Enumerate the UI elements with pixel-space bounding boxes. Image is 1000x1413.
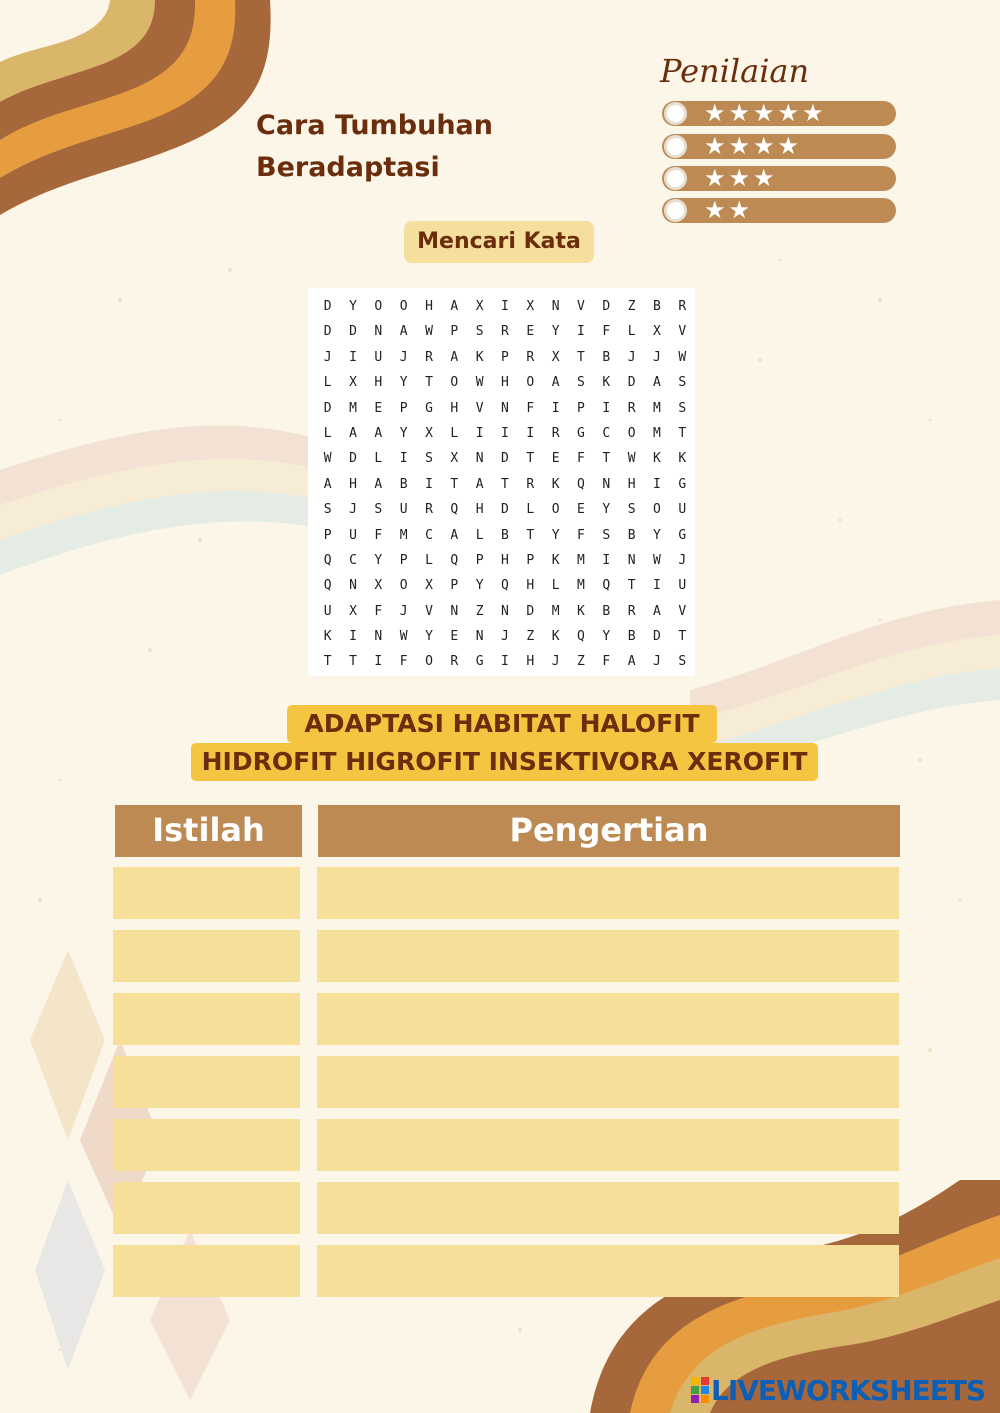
grid-letter[interactable]: F [577, 527, 585, 543]
grid-letter[interactable]: D [653, 629, 661, 645]
term-input-7[interactable] [113, 1245, 300, 1297]
grid-letter[interactable]: G [475, 654, 484, 670]
grid-letter[interactable]: W [678, 349, 687, 365]
grid-letter[interactable]: R [551, 425, 560, 441]
grid-letter[interactable]: Y [399, 425, 408, 441]
grid-letter[interactable]: O [374, 299, 383, 314]
grid-letter[interactable]: B [653, 299, 661, 314]
grid-letter[interactable]: Z [526, 629, 535, 645]
grid-letter[interactable]: L [627, 324, 636, 340]
grid-row [315, 370, 695, 395]
grid-letter[interactable]: R [627, 400, 636, 416]
grid-letter[interactable]: S [627, 502, 636, 518]
grid-letter[interactable]: T [678, 629, 687, 645]
grid-letter[interactable]: I [602, 552, 611, 568]
grid-letter[interactable]: X [425, 425, 433, 441]
grid-letter[interactable]: T [627, 578, 636, 594]
grid-letter[interactable]: E [577, 502, 585, 518]
grid-letter[interactable]: N [475, 451, 484, 467]
grid-letter[interactable]: N [374, 324, 383, 340]
term-input-4[interactable] [113, 1056, 300, 1108]
grid-letter[interactable]: U [678, 578, 687, 594]
grid-letter[interactable]: T [349, 654, 357, 670]
grid-letter[interactable]: X [653, 324, 661, 340]
grid-letter[interactable]: H [349, 476, 357, 492]
title-line-1: Cara Tumbuhan [256, 110, 493, 141]
term-input-3[interactable] [113, 993, 300, 1045]
grid-letter[interactable]: V [475, 400, 484, 416]
grid-letter[interactable]: N [602, 476, 611, 492]
grid-letter[interactable]: O [399, 299, 408, 314]
grid-letter[interactable]: I [501, 299, 509, 314]
section-title: Mencari Kata [404, 221, 594, 263]
grid-letter[interactable]: I [349, 629, 357, 645]
liveworksheets-mark-icon [691, 1377, 709, 1403]
grid-letter[interactable]: I [526, 425, 535, 441]
grid-letter[interactable]: X [349, 375, 357, 391]
grid-letter[interactable]: V [678, 324, 687, 340]
grid-letter[interactable]: T [577, 349, 585, 365]
grid-letter[interactable]: S [425, 451, 433, 467]
grid-letter[interactable]: P [399, 552, 408, 568]
grid-letter[interactable]: R [627, 603, 636, 619]
grid-letter[interactable]: B [627, 527, 636, 543]
grid-letter[interactable]: Y [551, 527, 560, 543]
grid-letter[interactable]: F [526, 400, 535, 416]
grid-letter[interactable]: K [551, 552, 560, 568]
grid-letter[interactable]: W [323, 451, 332, 467]
grid-letter[interactable]: C [602, 425, 611, 441]
grid-letter[interactable]: R [425, 349, 433, 365]
grid-letter[interactable]: T [526, 527, 535, 543]
grid-letter[interactable]: N [551, 299, 560, 314]
radio-icon[interactable] [664, 135, 687, 158]
stars-icon: ★★★★ [704, 132, 803, 160]
grid-row [315, 472, 695, 497]
grid-letter[interactable]: X [450, 451, 459, 467]
grid-letter[interactable]: S [577, 375, 585, 391]
term-input-6[interactable] [113, 1182, 300, 1234]
grid-letter[interactable]: O [399, 578, 408, 594]
grid-letter[interactable]: K [602, 375, 611, 391]
title-line-2: Beradaptasi [256, 152, 440, 183]
grid-letter[interactable]: H [526, 578, 535, 594]
grid-letter[interactable]: L [374, 451, 383, 467]
grid-letter[interactable]: C [349, 552, 357, 568]
grid-letter[interactable]: H [501, 375, 509, 391]
grid-letter[interactable]: A [653, 375, 661, 391]
grid-letter[interactable]: X [551, 349, 560, 365]
grid-letter[interactable]: S [678, 375, 687, 391]
grid-letter[interactable]: A [450, 527, 459, 543]
grid-letter[interactable]: U [399, 502, 408, 518]
grid-letter[interactable]: S [475, 324, 484, 340]
grid-letter[interactable]: V [678, 603, 687, 619]
grid-letter[interactable]: I [399, 451, 408, 467]
definition-input-6[interactable] [317, 1182, 899, 1234]
grid-letter[interactable]: F [374, 527, 383, 543]
grid-letter[interactable]: M [349, 400, 357, 416]
grid-letter[interactable]: A [450, 299, 459, 314]
grid-letter[interactable]: Y [374, 552, 383, 568]
grid-letter[interactable]: M [577, 552, 585, 568]
liveworksheets-logo [691, 1374, 985, 1407]
radio-icon[interactable] [664, 199, 687, 222]
grid-letter[interactable]: F [374, 603, 383, 619]
grid-letter[interactable]: F [602, 654, 611, 670]
stars-icon: ★★★★★ [704, 99, 827, 127]
grid-letter[interactable]: E [526, 324, 535, 340]
grid-letter[interactable]: Z [627, 299, 636, 314]
grid-letter[interactable]: D [323, 299, 332, 314]
definition-input-4[interactable] [317, 1056, 899, 1108]
grid-letter[interactable]: I [577, 324, 585, 340]
grid-letter[interactable]: W [653, 552, 661, 568]
grid-letter[interactable]: I [501, 654, 509, 670]
logo-text: LIVEWORKSHEETS [711, 1374, 986, 1407]
column-header-istilah: Istilah [115, 805, 302, 857]
grid-letter[interactable]: Y [653, 527, 661, 543]
grid-letter[interactable]: Z [475, 603, 484, 619]
grid-letter[interactable]: P [577, 400, 585, 416]
grid-letter[interactable]: U [374, 349, 383, 365]
grid-letter[interactable]: O [551, 502, 560, 518]
grid-letter[interactable]: Q [323, 578, 332, 594]
grid-letter[interactable]: G [678, 476, 687, 492]
grid-letter[interactable]: S [678, 654, 687, 670]
grid-letter[interactable]: T [501, 476, 509, 492]
grid-letter[interactable]: V [425, 603, 433, 619]
grid-letter[interactable]: I [349, 349, 357, 365]
grid-letter[interactable]: Y [475, 578, 484, 594]
grid-letter[interactable]: B [627, 629, 636, 645]
grid-letter[interactable]: D [501, 451, 509, 467]
grid-letter[interactable]: X [475, 299, 484, 314]
grid-letter[interactable]: E [374, 400, 383, 416]
grid-row [315, 649, 695, 674]
grid-letter[interactable]: T [425, 375, 433, 391]
grid-row [315, 319, 695, 344]
grid-letter[interactable]: I [425, 476, 433, 492]
grid-letter[interactable]: R [678, 299, 687, 314]
grid-letter[interactable]: K [551, 476, 560, 492]
grid-letter[interactable]: D [349, 451, 357, 467]
grid-letter[interactable]: D [602, 299, 611, 314]
grid-letter[interactable]: D [627, 375, 636, 391]
definition-input-3[interactable] [317, 993, 899, 1045]
definition-input-7[interactable] [317, 1245, 899, 1297]
grid-letter[interactable]: A [475, 476, 484, 492]
grid-letter[interactable]: R [450, 654, 459, 670]
grid-letter[interactable]: M [577, 578, 585, 594]
grid-letter[interactable]: Q [501, 578, 509, 594]
grid-letter[interactable]: F [399, 654, 408, 670]
grid-letter[interactable]: N [374, 629, 383, 645]
grid-row [315, 421, 695, 446]
grid-row [315, 446, 695, 471]
grid-letter[interactable]: L [425, 552, 433, 568]
grid-row [315, 345, 695, 370]
grid-letter[interactable]: V [577, 299, 585, 314]
grid-letter[interactable]: Q [577, 629, 585, 645]
grid-letter[interactable]: Y [602, 629, 611, 645]
grid-letter[interactable]: P [450, 578, 459, 594]
grid-letter[interactable]: R [526, 349, 535, 365]
grid-letter[interactable]: O [450, 375, 459, 391]
grid-letter[interactable]: H [501, 552, 509, 568]
grid-letter[interactable]: D [526, 603, 535, 619]
grid-letter[interactable]: T [323, 654, 332, 670]
grid-letter[interactable]: U [349, 527, 357, 543]
grid-letter[interactable]: K [475, 349, 484, 365]
grid-letter[interactable]: M [653, 400, 661, 416]
grid-letter[interactable]: I [374, 654, 383, 670]
grid-letter[interactable]: J [399, 603, 408, 619]
grid-letter[interactable]: B [501, 527, 509, 543]
grid-letter[interactable]: L [475, 527, 484, 543]
grid-letter[interactable]: P [450, 324, 459, 340]
radio-icon[interactable] [664, 167, 687, 190]
grid-row [315, 573, 695, 598]
grid-letter[interactable]: L [526, 502, 535, 518]
grid-letter[interactable]: I [501, 425, 509, 441]
grid-letter[interactable]: T [678, 425, 687, 441]
grid-letter[interactable]: D [323, 400, 332, 416]
grid-letter[interactable]: T [526, 451, 535, 467]
grid-letter[interactable]: W [627, 451, 636, 467]
grid-letter[interactable]: H [450, 400, 459, 416]
grid-letter[interactable]: D [501, 502, 509, 518]
grid-letter[interactable]: A [323, 476, 332, 492]
grid-letter[interactable]: Q [577, 476, 585, 492]
grid-row [315, 624, 695, 649]
grid-letter[interactable]: D [349, 324, 357, 340]
grid-letter[interactable]: G [678, 527, 687, 543]
grid-letter[interactable]: H [475, 502, 484, 518]
grid-letter[interactable]: H [374, 375, 383, 391]
grid-letter[interactable]: T [602, 451, 611, 467]
grid-letter[interactable]: N [349, 578, 357, 594]
grid-letter[interactable]: A [374, 476, 383, 492]
grid-letter[interactable]: I [551, 400, 560, 416]
grid-letter[interactable]: L [323, 375, 332, 391]
grid-letter[interactable]: E [551, 451, 560, 467]
rating-option-4-stars[interactable] [662, 134, 896, 159]
grid-letter[interactable]: I [653, 578, 661, 594]
grid-letter[interactable]: A [450, 349, 459, 365]
grid-letter[interactable]: M [653, 425, 661, 441]
grid-letter[interactable]: L [551, 578, 560, 594]
rating-option-5-stars[interactable] [662, 101, 896, 126]
grid-letter[interactable]: N [501, 603, 509, 619]
column-header-pengertian: Pengertian [318, 805, 900, 857]
grid-letter[interactable]: H [425, 299, 433, 314]
grid-letter[interactable]: A [399, 324, 408, 340]
grid-letter[interactable]: P [526, 552, 535, 568]
grid-letter[interactable]: X [349, 603, 357, 619]
grid-letter[interactable]: J [399, 349, 408, 365]
stars-icon: ★★★ [704, 164, 778, 192]
rating-option-2-stars[interactable] [662, 198, 896, 223]
grid-letter[interactable]: K [323, 629, 332, 645]
grid-letter[interactable]: J [323, 349, 332, 365]
grid-letter[interactable]: J [349, 502, 357, 518]
word-bank-line-2: HIDROFIT HIGROFIT INSEKTIVORA XEROFIT [191, 743, 818, 781]
grid-letter[interactable]: Y [399, 375, 408, 391]
grid-letter[interactable]: J [501, 629, 509, 645]
grid-letter[interactable]: H [526, 654, 535, 670]
grid-letter[interactable]: A [374, 425, 383, 441]
grid-letter[interactable]: J [653, 654, 661, 670]
grid-letter[interactable]: W [475, 375, 484, 391]
grid-letter[interactable]: Y [425, 629, 433, 645]
grid-letter[interactable]: H [627, 476, 636, 492]
grid-letter[interactable]: K [551, 629, 560, 645]
term-input-2[interactable] [113, 930, 300, 982]
grid-letter[interactable]: Z [577, 654, 585, 670]
grid-letter[interactable]: X [526, 299, 535, 314]
definition-input-1[interactable] [317, 867, 899, 919]
grid-letter[interactable]: M [551, 603, 560, 619]
grid-row [315, 396, 695, 421]
radio-icon[interactable] [664, 102, 687, 125]
grid-letter[interactable]: J [627, 349, 636, 365]
grid-letter[interactable]: S [602, 527, 611, 543]
grid-letter[interactable]: S [374, 502, 383, 518]
grid-row [315, 497, 695, 522]
grid-letter[interactable]: F [577, 451, 585, 467]
grid-letter[interactable]: T [450, 476, 459, 492]
grid-letter[interactable]: S [678, 400, 687, 416]
grid-letter[interactable]: A [653, 603, 661, 619]
grid-row [315, 599, 695, 624]
grid-letter[interactable]: P [475, 552, 484, 568]
grid-letter[interactable]: R [526, 476, 535, 492]
rating-option-3-stars[interactable] [662, 166, 896, 191]
grid-letter[interactable]: Y [349, 299, 357, 314]
grid-letter[interactable]: B [399, 476, 408, 492]
grid-row [315, 523, 695, 548]
grid-letter[interactable]: X [374, 578, 383, 594]
grid-letter[interactable]: P [501, 349, 509, 365]
grid-letter[interactable]: B [602, 603, 611, 619]
grid-letter[interactable]: F [602, 324, 611, 340]
term-input-1[interactable] [113, 867, 300, 919]
grid-letter[interactable]: K [653, 451, 661, 467]
grid-letter[interactable]: R [501, 324, 509, 340]
grid-letter[interactable]: Q [450, 552, 459, 568]
grid-letter[interactable]: J [653, 349, 661, 365]
grid-letter[interactable]: K [678, 451, 687, 467]
grid-letter[interactable]: Y [602, 502, 611, 518]
grid-letter[interactable]: Y [551, 324, 560, 340]
grid-letter[interactable]: W [425, 324, 433, 340]
grid-letter[interactable]: J [551, 654, 560, 670]
grid-letter[interactable]: P [399, 400, 408, 416]
grid-letter[interactable]: B [602, 349, 611, 365]
grid-letter[interactable]: S [323, 502, 332, 518]
grid-letter[interactable]: U [323, 603, 332, 619]
word-bank-line-1: ADAPTASI HABITAT HALOFIT [287, 705, 717, 743]
grid-letter[interactable]: O [653, 502, 661, 518]
grid-letter[interactable]: A [551, 375, 560, 391]
grid-letter[interactable]: U [678, 502, 687, 518]
grid-letter[interactable]: X [425, 578, 433, 594]
grid-letter[interactable]: W [399, 629, 408, 645]
grid-row [315, 294, 695, 319]
grid-letter[interactable]: A [349, 425, 357, 441]
grid-letter[interactable]: R [425, 502, 433, 518]
grid-letter[interactable]: I [475, 425, 484, 441]
grid-letter[interactable]: I [653, 476, 661, 492]
term-input-5[interactable] [113, 1119, 300, 1171]
grid-letter[interactable]: L [323, 425, 332, 441]
grid-letter[interactable]: L [450, 425, 459, 441]
grid-letter[interactable]: I [602, 400, 611, 416]
grid-letter[interactable]: C [425, 527, 433, 543]
grid-letter[interactable]: N [627, 552, 636, 568]
grid-letter[interactable]: D [323, 324, 332, 340]
grid-letter[interactable]: O [627, 425, 636, 441]
grid-letter[interactable]: N [475, 629, 484, 645]
grid-letter[interactable]: G [425, 400, 433, 416]
rating-label: Penilaian [660, 52, 810, 90]
grid-letter[interactable]: Q [323, 552, 332, 568]
word-search-grid[interactable] [308, 288, 695, 676]
grid-letter[interactable]: N [501, 400, 509, 416]
grid-letter[interactable]: A [627, 654, 636, 670]
grid-letter[interactable]: O [425, 654, 433, 670]
grid-letter[interactable]: Q [450, 502, 459, 518]
definition-input-2[interactable] [317, 930, 899, 982]
grid-letter[interactable]: N [450, 603, 459, 619]
grid-letter[interactable]: E [450, 629, 459, 645]
grid-letter[interactable]: O [526, 375, 535, 391]
grid-letter[interactable]: Q [602, 578, 611, 594]
worksheet-title [256, 105, 493, 189]
stars-icon: ★★ [704, 196, 754, 224]
grid-letter[interactable]: G [577, 425, 585, 441]
grid-letter[interactable]: K [577, 603, 585, 619]
grid-row [315, 548, 695, 573]
grid-letter[interactable]: M [399, 527, 408, 543]
grid-letter[interactable]: P [323, 527, 332, 543]
definition-input-5[interactable] [317, 1119, 899, 1171]
grid-letter[interactable]: J [678, 552, 687, 568]
